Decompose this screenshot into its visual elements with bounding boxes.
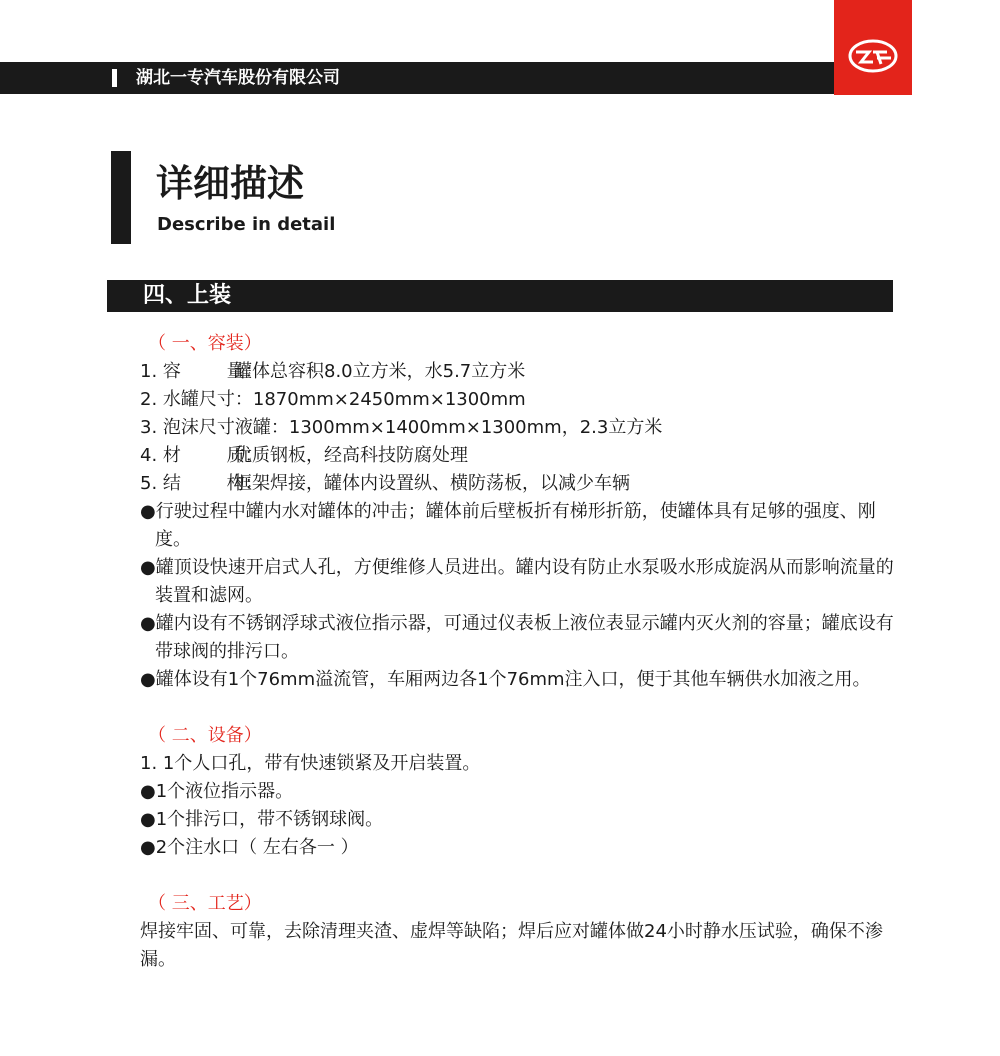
list-item: ●1个排污口，带不锈钢球阀。 [140, 809, 384, 830]
spec-label: 4. 材 质： [140, 445, 263, 466]
spec-label: 5. 结 构： [140, 473, 263, 494]
spec-row [140, 386, 895, 414]
list-item: ●罐内设有不锈钢浮球式液位指示器，可通过仪表板上液位表显示罐内灭火剂的容量；罐底设有带球阀的排污口。 [140, 613, 894, 662]
company-name: 湖北一专汽车股份有限公司 [136, 68, 340, 88]
list-item: ●行驶过程中罐内水对罐体的冲击；罐体前后壁板折有梯形折筋，使罐体具有足够的强度、刚度。 [140, 501, 876, 550]
spec-row [140, 442, 895, 470]
content [140, 330, 895, 974]
heading-marker [111, 151, 131, 244]
subheading-process: （ 三、工艺） [148, 893, 262, 914]
logo-box [834, 0, 912, 95]
spec-row [140, 414, 895, 442]
spec-value: 框架焊接，罐体内设置纵、横防荡板，以减少车辆 [234, 473, 630, 494]
process-text: 焊接牢固、可靠，去除清理夹渣、虚焊等缺陷；焊后应对罐体做24小时静水压试验，确保不渗漏。 [140, 921, 883, 970]
header-marker [112, 69, 117, 87]
spec-value: 1870mm×2450mm×1300mm [252, 389, 526, 410]
subheading-equipment: （ 二、设备） [148, 725, 262, 746]
page-title: 详细描述 [156, 162, 304, 205]
spec-value: 优质钢板，经高科技防腐处理 [234, 445, 468, 466]
header-bar [0, 62, 834, 94]
spec-label: 2. 水罐尺寸： [140, 389, 253, 410]
page-subtitle: Describe in detail [157, 214, 336, 235]
spec-label: 1. 容 量： [140, 361, 263, 382]
section-header [107, 280, 893, 312]
section-title: 四、上装 [143, 283, 232, 308]
spec-row [140, 358, 895, 386]
list-item: 1. 1个人口孔，带有快速锁紧及开启装置。 [140, 753, 481, 774]
spec-value: 罐体总容积8.0立方米，水5.7立方米 [234, 361, 526, 382]
company-logo-icon [847, 38, 899, 74]
spec-value: 1300mm×1400mm×1300mm，2.3立方米 [288, 417, 663, 438]
list-item: ●2个注水口（ 左右各一 ） [140, 837, 359, 858]
list-item: ●1个液位指示器。 [140, 781, 294, 802]
list-item: ●罐顶设快速开启式人孔，方便维修人员进出。罐内设有防止水泵吸水形成旋涡从而影响流量的装置和滤网。 [140, 557, 894, 606]
subheading-capacity: （ 一、容装） [148, 333, 262, 354]
list-item: ●罐体设有1个76mm溢流管，车厢两边各1个76mm注入口，便于其他车辆供水加液之用。 [140, 669, 871, 690]
spec-row [140, 470, 895, 498]
spec-label: 3. 泡沫尺寸液罐： [140, 417, 289, 438]
